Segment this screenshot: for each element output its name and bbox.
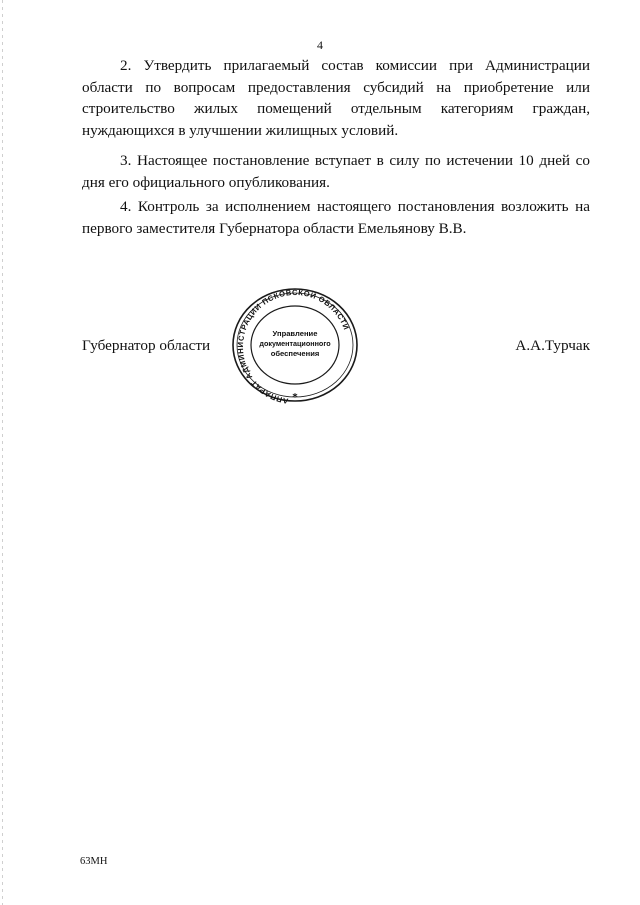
document-code: 63МН — [80, 856, 108, 867]
seal-inner-line-2: документационного — [259, 339, 331, 348]
page-edge — [2, 0, 3, 905]
paragraph-3: 3. Настоящее постановление вступает в силу по истечении 10 дней со дня его официального опубликования. — [82, 152, 590, 191]
seal-inner-line-3: обеспечения — [270, 349, 320, 358]
seal-star-icon: * — [292, 392, 298, 403]
page-number: 4 — [317, 38, 323, 52]
official-seal — [228, 285, 362, 405]
paragraph-4: 4. Контроль за исполнением настоящего постановления возложить на первого заместителя Губернатора области Емельянову В.В. — [82, 198, 590, 237]
signatory-position: Губернатор области — [82, 337, 211, 354]
seal-inner-line-1: Управление — [272, 329, 318, 338]
signatory-name: А.А.Турчак — [515, 337, 590, 354]
paragraph-2: 2. Утвердить прилагаемый состав комиссии при Администрации области по вопросам предоставления субсидий на приобретение или строительство жилых помещений отдельным категориям граждан, нуждающихся в улучшении жилищных условий. — [82, 57, 590, 139]
seal-outer-text: АППАРАТ АДМИНИСТРАЦИИ ПСКОВСКОЙ ОБЛАСТИ — [235, 287, 351, 405]
